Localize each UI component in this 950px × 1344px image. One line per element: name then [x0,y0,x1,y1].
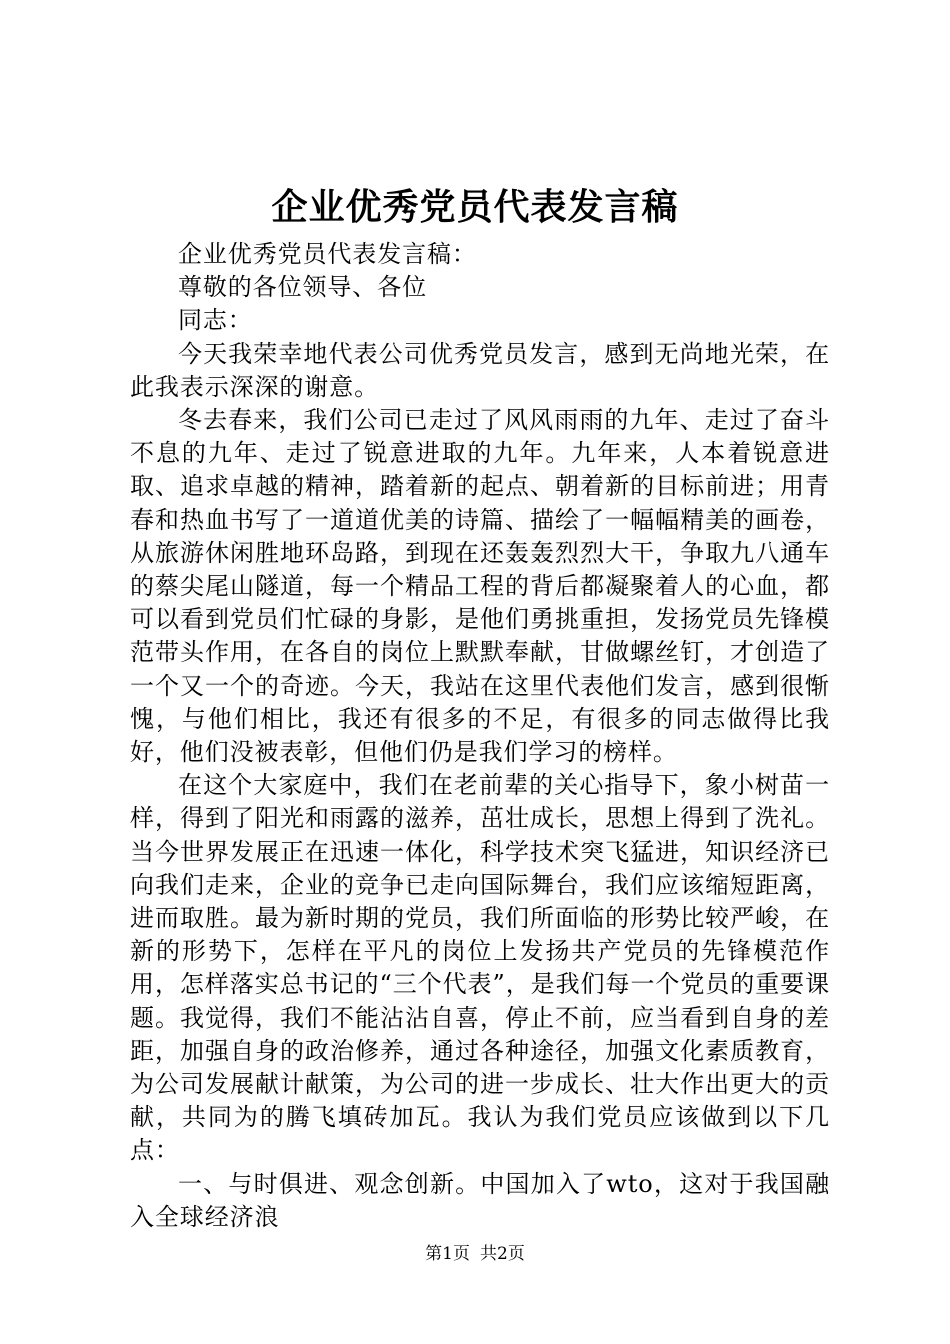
document-title: 企业优秀党员代表发言稿 [271,186,679,228]
body-paragraph: 一、与时俱进、观念创新。中国加入了wto，这对于我国融入全球经济浪 [130,1169,830,1231]
body-paragraph: 今天我荣幸地代表公司优秀党员发言，感到无尚地光荣，在此我表示深深的谢意。 [130,339,830,401]
page-total: 共2页 [480,1244,525,1264]
salutation-line: 尊敬的各位领导、各位 [178,273,427,302]
body-paragraph: 在这个大家庭中，我们在老前辈的关心指导下，象小树苗一样，得到了阳光和雨露的滋养，茁壮成长，思想上得到了洗礼。当今世界发展正在迅速一体化，科学技术突飞猛进，知识经济已向我们走来，企业的竞争已走向国际舞台，我们应该缩短距离，进而取胜。最为新时期的党员，我们所面临的形势比较严峻，在新的形势下，怎样在平凡的岗位上发扬共产党员的先锋模范作用，怎样落实总书记的“三个代表”，是我们每一个党员的重要课题。我觉得，我们不能沾沾自喜，停止不前，应当看到自身的差距，加强自身的政治修养，通过各种途径，加强文化素质教育，为公司发展献计献策，为公司的进一步成长、壮大作出更大的贡献，共同为的腾飞填砖加瓦。我认为我们党员应该做到以下几点： [130,771,830,1165]
page-number: 第1页 [425,1244,470,1264]
document-body [130,238,830,1234]
salutation-heading: 企业优秀党员代表发言稿： [178,240,477,268]
body-paragraph: 冬去春来，我们公司已走过了风风雨雨的九年、走过了奋斗不息的九年、走过了锐意进取的九年。九年来，人本着锐意进取、追求卓越的精神，踏着新的起点、朝着新的目标前进；用青春和热血书写了一道道优美的诗篇、描绘了一幅幅精美的画卷，从旅游休闲胜地环岛路，到现在还轰轰烈烈大干，争取九八通车的蔡尖尾山隧道，每一个精品工程的背后都凝聚着人的心血，都可以看到党员们忙碌的身影，是他们勇挑重担，发扬党员先锋模范带头作用，在各自的岗位上默默奉献，甘做螺丝钉，才创造了一个又一个的奇迹。今天，我站在这里代表他们发言，感到很惭愧，与他们相比，我还有很多的不足，有很多的同志做得比我好，他们没被表彰，但他们仍是我们学习的榜样。 [130,406,830,767]
page-footer [0,1243,950,1265]
salutation-line: 同志： [178,306,253,335]
